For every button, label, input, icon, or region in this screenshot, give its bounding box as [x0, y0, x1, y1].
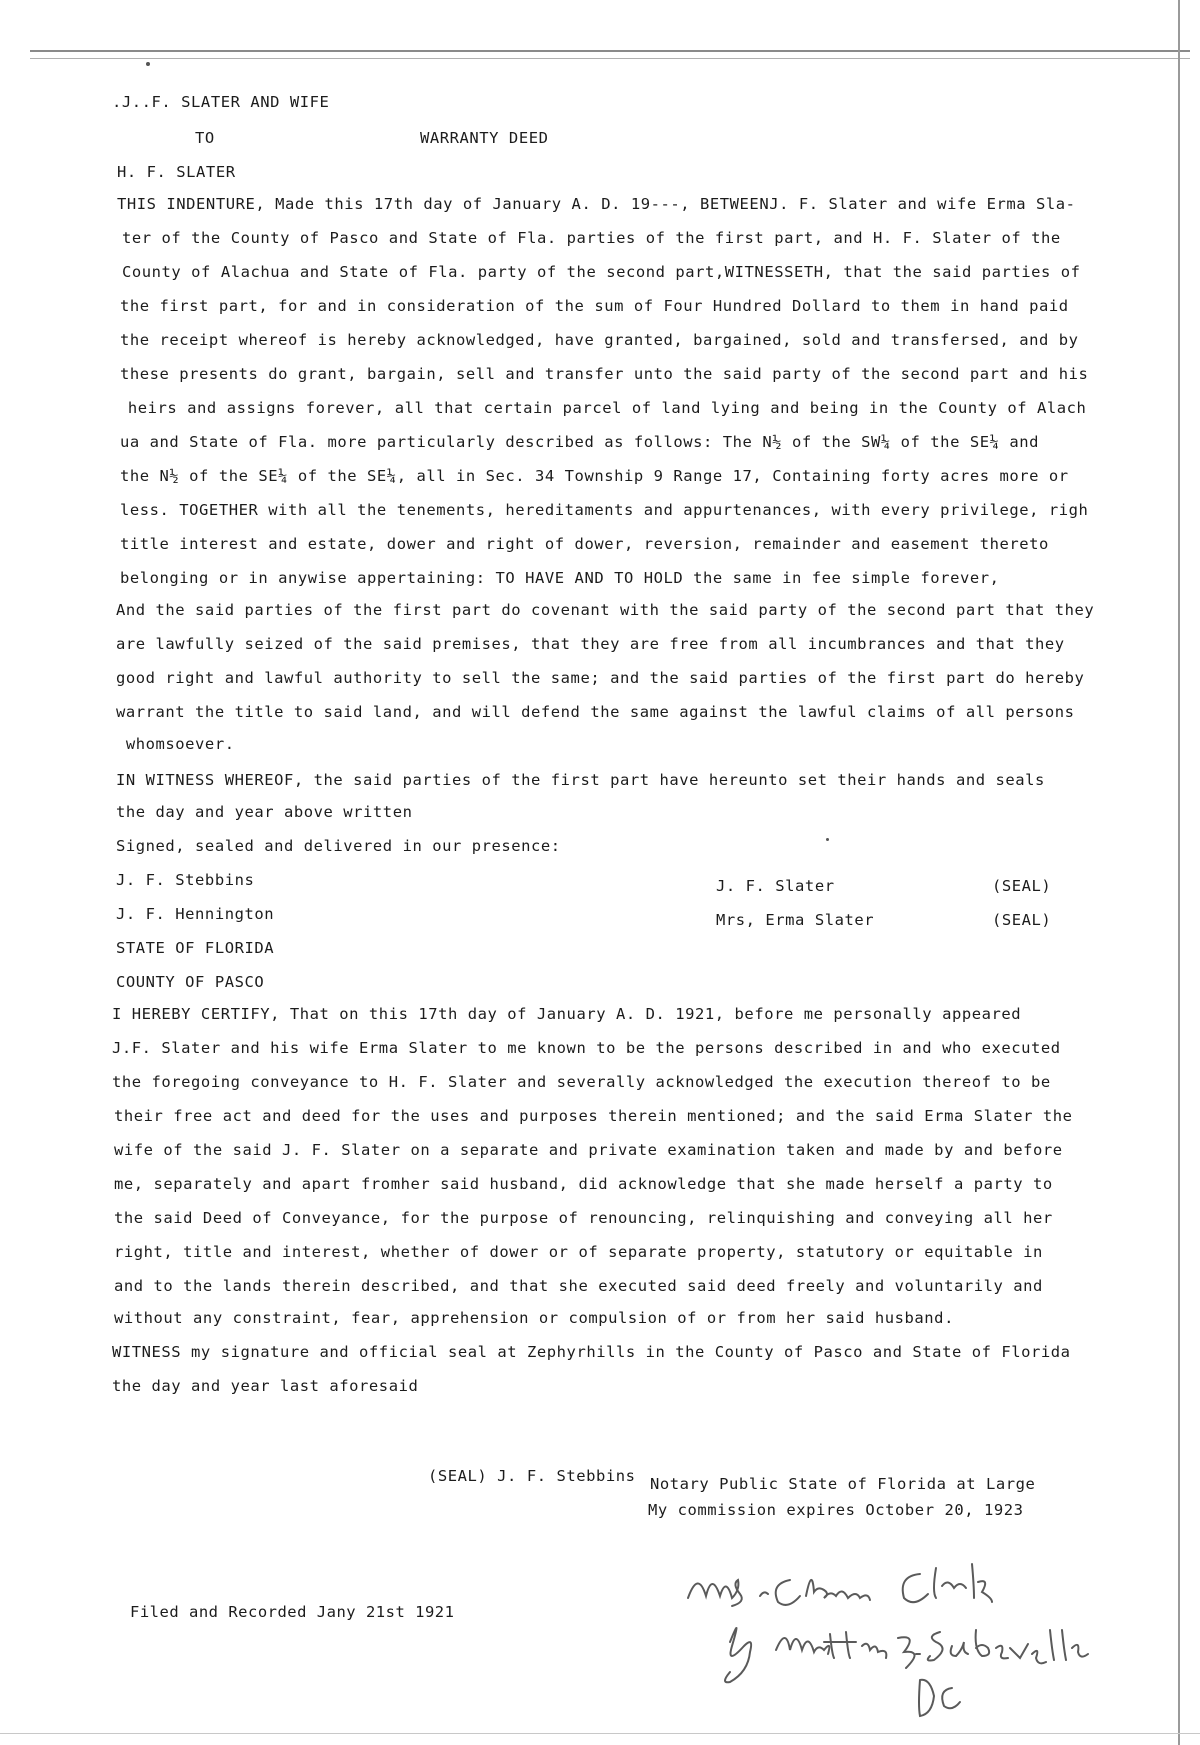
- certificate-line: the said Deed of Conveyance, for the purpose of renouncing, relinquishing and conveying all her: [114, 1209, 1053, 1227]
- certificate-line: WITNESS my signature and official seal at Zephyrhills in the County of Pasco and State of Florida: [112, 1343, 1071, 1361]
- document-title: WARRANTY DEED: [420, 129, 549, 147]
- notary-commission: My commission expires October 20, 1923: [648, 1501, 1024, 1519]
- certificate-line: right, title and interest, whether of dower or of separate property, statutory or equitable in: [114, 1243, 1043, 1261]
- body-line: the day and year above written: [116, 803, 413, 821]
- page-edge-bottom: [0, 1733, 1200, 1734]
- certificate-line: wife of the said J. F. Slater on a separate and private examination taken and made by and before: [114, 1141, 1063, 1159]
- body-line: whomsoever.: [116, 735, 235, 753]
- body-line: heirs and assigns forever, all that certain parcel of land lying and being in the County of Alach: [118, 399, 1087, 417]
- page-edge-top: [30, 50, 1190, 52]
- witness-signature: J. F. Stebbins: [116, 871, 255, 889]
- body-line: these presents do grant, bargain, sell and transfer unto the said party of the second part and his: [120, 365, 1089, 383]
- speck: [826, 838, 829, 841]
- seal-mark: (SEAL): [992, 911, 1052, 929]
- body-line: Signed, sealed and delivered in our presence:: [116, 837, 561, 855]
- grantee-line: H. F. SLATER: [117, 163, 236, 181]
- body-line: warrant the title to said land, and will defend the same against the lawful claims of all persons: [116, 703, 1075, 721]
- body-line: IN WITNESS WHEREOF, the said parties of the first part have hereunto set their hands and seals: [116, 771, 1045, 789]
- body-line: the N½ of the SE¼ of the SE¼, all in Sec. 34 Township 9 Range 17, Containing forty acres more or: [120, 467, 1069, 485]
- certificate-line: I HEREBY CERTIFY, That on this 17th day of January A. D. 1921, before me personally appeared: [112, 1005, 1022, 1023]
- filed-recorded-note: Filed and Recorded Jany 21st 1921: [130, 1603, 455, 1621]
- county-line: COUNTY OF PASCO: [116, 973, 265, 991]
- grantor-signature: Mrs, Erma Slater: [716, 911, 875, 929]
- body-line: the first part, for and in consideration of the sum of Four Hundred Dollard to them in hand paid: [120, 297, 1069, 315]
- certificate-line: the day and year last aforesaid: [112, 1377, 419, 1395]
- grantor-line: .J..F. SLATER AND WIFE: [112, 93, 330, 111]
- body-line: County of Alachua and State of Fla. party of the second part,WITNESSETH, that the said parties of: [122, 263, 1081, 281]
- notary-seal-signature: (SEAL) J. F. Stebbins: [428, 1467, 636, 1485]
- body-line: ter of the County of Pasco and State of Fla. parties of the first part, and H. F. Slater of the: [122, 229, 1061, 247]
- certificate-line: the foregoing conveyance to H. F. Slater and severally acknowledged the execution thereof to be: [112, 1073, 1051, 1091]
- clerk-handwritten-signature: [680, 1550, 1140, 1730]
- body-line: belonging or in anywise appertaining: TO HAVE AND TO HOLD the same in fee simple forever,: [120, 569, 1000, 587]
- body-line: the receipt whereof is hereby acknowledged, have granted, bargained, sold and transfersed, and by: [120, 331, 1079, 349]
- witness-signature: J. F. Hennington: [116, 905, 275, 923]
- state-line: STATE OF FLORIDA: [116, 939, 275, 957]
- body-line: And the said parties of the first part do covenant with the said party of the second part that they: [116, 601, 1095, 619]
- certificate-line: and to the lands therein described, and that she executed said deed freely and voluntarily and: [114, 1277, 1043, 1295]
- grantor-signature: J. F. Slater: [716, 877, 835, 895]
- notary-title: Notary Public State of Florida at Large: [650, 1475, 1036, 1493]
- certificate-line: J.F. Slater and his wife Erma Slater to me known to be the persons described in and who executed: [112, 1039, 1061, 1057]
- body-line: less. TOGETHER with all the tenements, hereditaments and appurtenances, with every privilege, righ: [120, 501, 1089, 519]
- seal-mark: (SEAL): [992, 877, 1052, 895]
- page-edge-top-inner: [30, 58, 1190, 59]
- certificate-line: without any constraint, fear, apprehension or compulsion of or from her said husband.: [114, 1309, 954, 1327]
- body-line: are lawfully seized of the said premises, that they are free from all incumbrances and that they: [116, 635, 1065, 653]
- speck: [146, 62, 150, 66]
- body-line: good right and lawful authority to sell the same; and the said parties of the first part do hereby: [116, 669, 1085, 687]
- body-line: title interest and estate, dower and right of dower, reversion, remainder and easement thereto: [120, 535, 1049, 553]
- to-line: TO: [195, 129, 215, 147]
- certificate-line: their free act and deed for the uses and purposes therein mentioned; and the said Erma Slater the: [114, 1107, 1073, 1125]
- page-edge-right: [1178, 0, 1180, 1745]
- body-line: THIS INDENTURE, Made this 17th day of January A. D. 19---, BETWEENJ. F. Slater and wife Erma Sla-: [117, 195, 1076, 213]
- certificate-line: me, separately and apart fromher said husband, did acknowledge that she made herself a party to: [114, 1175, 1053, 1193]
- body-line: ua and State of Fla. more particularly described as follows: The N½ of the SW¼ of the SE¼ and: [120, 433, 1040, 451]
